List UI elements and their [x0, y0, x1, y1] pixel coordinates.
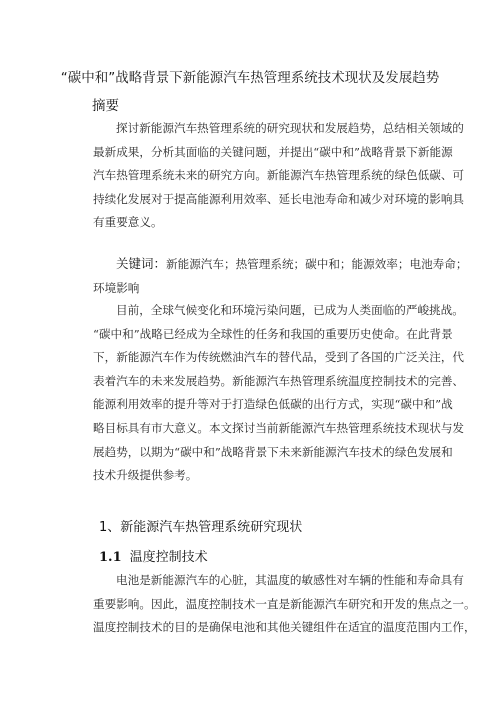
text-line: 探讨新能源汽车热管理系统的研究现状和发展趋势，总结相关领域的	[116, 121, 464, 135]
section-title: 温度控制技术	[129, 550, 208, 565]
text-line: 持续化发展对于提高能源利用效率、延长电池寿命和减少对环境的影响具	[93, 191, 465, 206]
text-line: 目前，全球气候变化和环境污染问题，已成为人类面临的严峻挑战。	[116, 303, 464, 317]
text-line: 能源利用效率的提升等对于打造绿色低碳的出行方式，实现“碳中和”战	[93, 397, 453, 412]
keywords-text: 新能源汽车；热管理系统；碳中和；能源效率；电池寿命；	[166, 257, 468, 271]
text-line: 有重要意义。	[93, 215, 163, 230]
text-line: 温度控制技术的目的是确保电池和其他关键组件在适宜的温度范围内工作，	[93, 620, 476, 635]
text-line: 技术升级提供参考。	[93, 468, 198, 483]
section-number: 1.1	[99, 550, 122, 565]
abstract-paragraph	[93, 117, 465, 235]
text-line: 略目标具有市大意义。本文探讨当前新能源汽车热管理系统技术现状与发	[93, 420, 465, 435]
keywords-text-line: 环境影响	[93, 280, 140, 295]
text-line: 汽车热管理系统未来的研究方向。新能源汽车热管理系统的绿色低碳、可	[93, 168, 465, 183]
text-line: 展趋势，以期为“碳中和”战略背景下未来新能源汽车技术的绿色发展和	[93, 444, 453, 459]
keywords-label: 关键词：	[116, 256, 167, 271]
section-1-1-heading	[99, 546, 208, 565]
document-title: “碳中和”战略背景下新能源汽车热管理系统技术现状及发展趋势	[60, 70, 440, 86]
text-line: “碳中和”战略已经成为全球性的任务和我国的重要历史使命。在此背景	[93, 326, 453, 341]
keywords-paragraph	[93, 252, 468, 300]
text-line: 电池是新能源汽车的心脏，其温度的敏感性对车辆的性能和寿命具有	[116, 573, 464, 587]
text-line: 重要影响。因此，温度控制技术一直是新能源汽车研究和开发的焦点之一。	[93, 596, 476, 611]
abstract-heading: 摘要	[92, 98, 119, 114]
keywords-line	[93, 252, 468, 277]
intro-paragraph	[93, 299, 465, 488]
text-line: 最新成果，分析其面临的关键问题，并提出“碳中和”战略背景下新能源	[93, 144, 453, 159]
section-1-1-paragraph	[93, 569, 476, 640]
text-line: 表着汽车的未来发展趋势。新能源汽车热管理系统温度控制技术的完善、	[93, 373, 465, 388]
section-1-heading: 1、新能源汽车热管理系统研究现状	[99, 520, 303, 535]
text-line: 下，新能源汽车作为传统燃油汽车的替代品，受到了各国的广泛关注，代	[93, 350, 465, 365]
